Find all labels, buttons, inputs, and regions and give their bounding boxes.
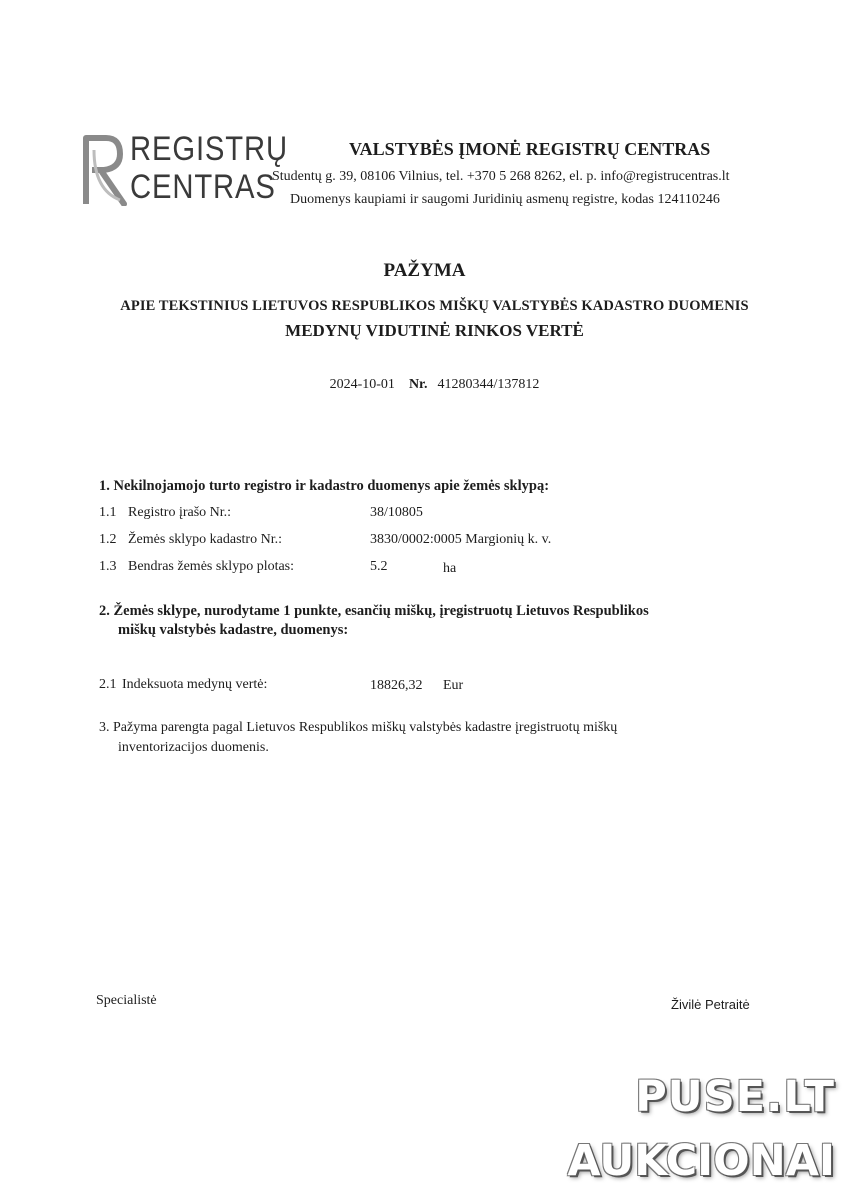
signature-role: Specialistė — [96, 993, 157, 1008]
logo-word-registru: REGISTRŲ — [130, 130, 288, 168]
row-1-3-num: 1.3 — [99, 559, 117, 574]
document-subtitle-1: APIE TEKSTINIUS LIETUVOS RESPUBLIKOS MIŠKŲ VALSTYBĖS KADASTRO DUOMENIS — [120, 298, 749, 314]
row-1-1-num: 1.1 — [99, 505, 117, 520]
row-2-1-unit: Eur — [443, 678, 464, 693]
document-number: 41280344/137812 — [437, 377, 540, 392]
section-3-line-1: 3. Pažyma parengta pagal Lietuvos Respublikos miškų valstybės kadastre įregistruotų miškų — [99, 720, 618, 735]
row-1-3-value: 5.2 — [370, 559, 388, 574]
row-2-1-num: 2.1 — [99, 677, 117, 692]
watermark-line-1: PUSE.LT — [635, 1072, 835, 1122]
row-2-1-value: 18826,32 — [370, 678, 423, 693]
section-3-line-2: inventorizacijos duomenis. — [118, 740, 269, 755]
document-meta — [10, 377, 849, 393]
org-name: VALSTYBĖS ĮMONĖ REGISTRŲ CENTRAS — [349, 139, 711, 159]
row-1-2-num: 1.2 — [99, 532, 117, 547]
section-2-heading-line-1: 2. Žemės sklype, nurodytame 1 punkte, esančių miškų, įregistruotų Lietuvos Respublikos — [99, 603, 649, 619]
document-subtitle-2: MEDYNŲ VIDUTINĖ RINKOS VERTĖ — [285, 321, 584, 340]
row-1-1-value: 38/10805 — [370, 505, 423, 520]
signature-name: Živilė Petraitė — [671, 997, 750, 1012]
logo-word-centras: CENTRAS — [130, 168, 276, 206]
org-address: Studentų g. 39, 08106 Vilnius, tel. +370 5 268 8262, el. p. info@registrucentras.lt — [272, 169, 730, 184]
section-1-heading: 1. Nekilnojamojo turto registro ir kadastro duomenys apie žemės sklypą: — [99, 478, 550, 494]
document-nr-label: Nr. — [408, 377, 428, 392]
rc-logo-mark-icon — [80, 130, 128, 206]
row-1-2-label: Žemės sklypo kadastro Nr.: — [128, 532, 282, 547]
document-title: PAŽYMA — [383, 260, 466, 281]
document-date: 2024-10-01 — [329, 377, 395, 392]
row-1-3-unit: ha — [443, 561, 457, 576]
row-1-3-label: Bendras žemės sklypo plotas: — [128, 559, 295, 574]
registru-centras-logo — [80, 128, 288, 208]
section-2-heading-line-2: miškų valstybės kadastre, duomenys: — [118, 622, 349, 638]
org-register-note: Duomenys kaupiami ir saugomi Juridinių asmenų registre, kodas 124110246 — [290, 192, 720, 207]
row-1-2-value: 3830/0002:0005 Margionių k. v. — [370, 532, 552, 547]
watermark-line-2: AUKCIONAI — [567, 1136, 835, 1186]
row-1-1-label: Registro įrašo Nr.: — [128, 505, 232, 520]
row-2-1-label: Indeksuota medynų vertė: — [122, 677, 268, 692]
